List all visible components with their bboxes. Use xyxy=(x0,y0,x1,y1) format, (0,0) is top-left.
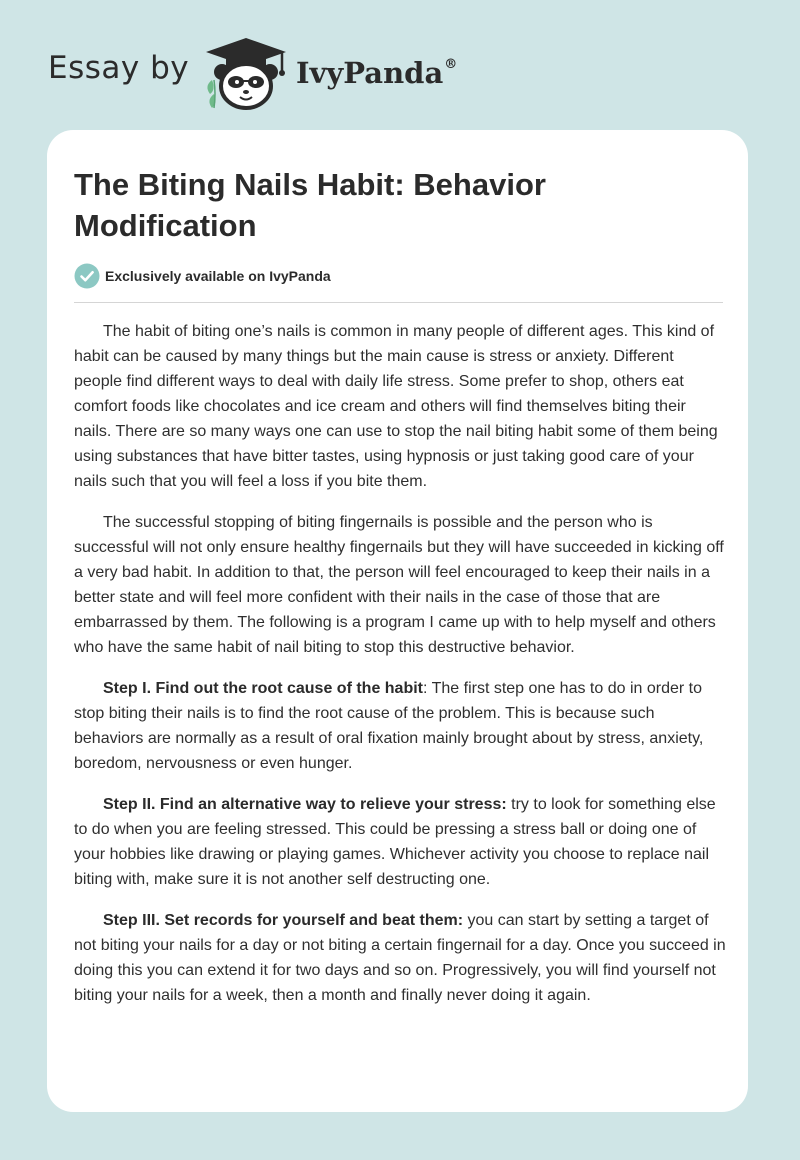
essay-by-label: Essay by xyxy=(48,50,190,86)
essay-card xyxy=(47,130,748,1112)
exclusive-badge-label: Exclusively available on IvyPanda xyxy=(105,268,331,284)
paragraph-2: The successful stopping of biting fingernails is possible and the person who is successful will not only ensure healthy fingernails but they will have succeeded in kicking off a very bad habit. In addition to that, the person will feel encouraged to keep their nails in a better state and will feel more confident with their nails in the case of those that are embarrassed by them. The following is a program I came up with to help myself and others who have the same habit of nail biting to stop this destructive behavior. xyxy=(74,514,724,656)
panda-graduate-icon[interactable] xyxy=(200,36,292,110)
page-title: The Biting Nails Habit: Behavior Modification xyxy=(74,167,546,243)
brand-name[interactable]: IvyPanda® xyxy=(296,56,458,90)
divider xyxy=(74,302,723,303)
essay-body xyxy=(74,319,726,1024)
check-circle-icon xyxy=(74,263,100,289)
paragraph-step-2: Step II. Find an alternative way to relieve your stress: try to look for something else to do when you are feeling stressed. This could be pressing a stress ball or doing one of your hobbies like drawing or playing games. Whichever activity you choose to replace nail biting with, make sure it is not another self destructing one. xyxy=(74,796,716,888)
step-1-heading: Step I. Find out the root cause of the habit xyxy=(103,680,423,697)
site-header xyxy=(0,0,800,120)
registered-mark: ® xyxy=(444,57,458,73)
paragraph-1: The habit of biting one’s nails is common in many people of different ages. This kind of habit can be caused by many things but the main cause is stress or anxiety. Different people find different ways to deal with daily life stress. Some prefer to shop, others eat comfort foods like chocolates and ice cream and others will find themselves biting their nails. There are so many ways one can use to stop the nail biting habit some of them being using substances that have bitter tastes, using hypnosis or just taking good care of your nails such that you will feel a loss if you bite them. xyxy=(74,323,718,490)
step-3-heading: Step III. Set records for yourself and beat them: xyxy=(103,912,464,929)
step-2-heading: Step II. Find an alternative way to relieve your stress: xyxy=(103,796,507,813)
paragraph-step-1: Step I. Find out the root cause of the habit: The first step one has to do in order to stop biting their nails is to find the root cause of the problem. This is because such behaviors are normally as a result of oral fixation mainly brought about by stress, anxiety, boredom, nervousness or even hunger. xyxy=(74,680,704,772)
paragraph-step-3: Step III. Set records for yourself and beat them: you can start by setting a target of not biting your nails for a day or not biting a certain fingernail for a day. Once you succeed in doing this you can extend it for two days and so on. Progressively, you will find yourself not biting your nails for a week, then a month and finally never doing it again. xyxy=(74,912,726,1004)
exclusive-badge xyxy=(74,263,331,289)
